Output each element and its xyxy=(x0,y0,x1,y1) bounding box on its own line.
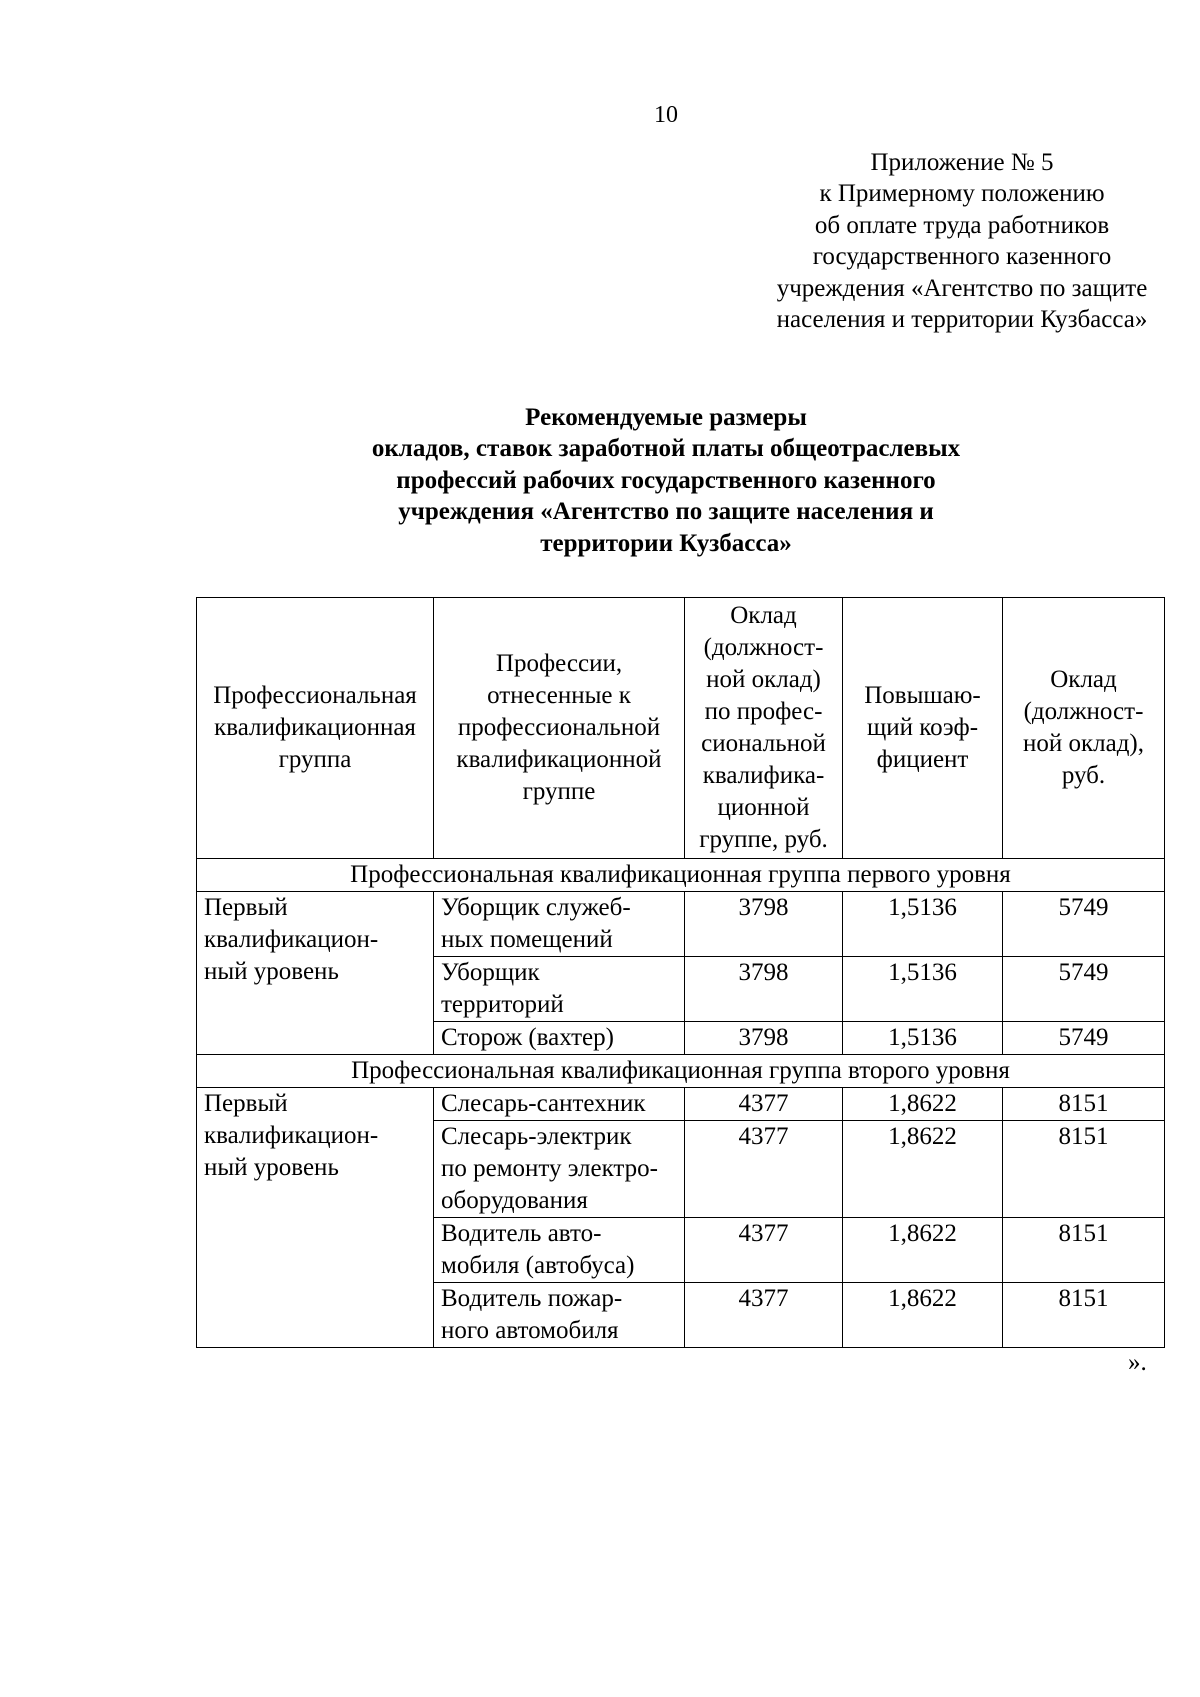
section-title: Профессиональная квалификационная группа второго уровня xyxy=(197,1055,1165,1088)
profession-cell xyxy=(434,1218,685,1283)
header-line: по профес- xyxy=(704,698,823,725)
profession-line: мобиля (автобуса) xyxy=(441,1252,635,1279)
title-line: окладов, ставок заработной платы общеотраслевых xyxy=(371,435,961,463)
page-number: 10 xyxy=(654,102,678,128)
group-line: квалификацион- xyxy=(204,926,379,953)
header-cell-coefficient xyxy=(843,598,1003,859)
title-line: территории Кузбасса» xyxy=(540,529,792,557)
base-salary-cell: 3798 xyxy=(685,1022,843,1055)
header-line: квалификационной xyxy=(456,746,662,773)
salary-cell: 5749 xyxy=(1003,892,1165,957)
title-line: учреждения «Агентство по защите населения и xyxy=(398,498,934,526)
salary-cell: 8151 xyxy=(1003,1121,1165,1218)
profession-cell xyxy=(434,1022,685,1055)
header-line: ной оклад), xyxy=(1022,730,1145,757)
appendix-line: об оплате труда работников xyxy=(814,211,1110,239)
profession-line: территорий xyxy=(441,991,564,1018)
section-row xyxy=(197,1055,1165,1088)
profession-cell xyxy=(434,1121,685,1218)
profession-line: Уборщик служеб- xyxy=(441,894,631,921)
appendix-line: Приложение № 5 xyxy=(870,149,1054,176)
appendix-line: населения и территории Кузбасса» xyxy=(776,306,1148,334)
header-line: профессиональной xyxy=(457,714,661,741)
profession-line: оборудования xyxy=(441,1187,588,1214)
profession-cell xyxy=(434,1283,685,1348)
group-line: Первый xyxy=(204,894,288,921)
appendix-line: учреждения «Агентство по защите xyxy=(776,274,1148,302)
header-line: щий коэф- xyxy=(866,714,979,741)
profession-line: Водитель авто- xyxy=(441,1220,602,1247)
header-line: фициент xyxy=(876,746,969,773)
coefficient-cell: 1,5136 xyxy=(843,957,1003,1022)
group-line: квалификацион- xyxy=(204,1122,379,1149)
coefficient-cell: 1,8622 xyxy=(843,1218,1003,1283)
salary-cell: 8151 xyxy=(1003,1218,1165,1283)
base-salary-cell: 4377 xyxy=(685,1121,843,1218)
table-header-row xyxy=(197,598,1165,859)
profession-line: ного автомобиля xyxy=(441,1317,619,1344)
header-line: Оклад xyxy=(730,602,797,629)
header-line: (должност- xyxy=(1023,698,1144,725)
header-cell-professions xyxy=(434,598,685,859)
header-cell-salary xyxy=(1003,598,1165,859)
salary-cell: 8151 xyxy=(1003,1088,1165,1121)
coefficient-cell: 1,5136 xyxy=(843,892,1003,957)
appendix-line: к Примерному положению xyxy=(819,180,1105,208)
salary-cell: 8151 xyxy=(1003,1283,1165,1348)
salary-cell: 5749 xyxy=(1003,957,1165,1022)
header-line: руб. xyxy=(1061,762,1106,789)
header-line: Профессиональная xyxy=(213,682,417,709)
salary-table xyxy=(196,597,1165,1348)
header-line: отнесенные к xyxy=(487,682,631,709)
section-row xyxy=(197,859,1165,892)
header-line: квалифика- xyxy=(702,762,825,789)
base-salary-cell: 3798 xyxy=(685,957,843,1022)
header-line: ной оклад) xyxy=(706,666,821,693)
header-line: ционной xyxy=(717,794,810,821)
coefficient-cell: 1,5136 xyxy=(843,1022,1003,1055)
header-cell-base-salary xyxy=(685,598,843,859)
header-line: Повышаю- xyxy=(864,682,981,709)
profession-line: по ремонту электро- xyxy=(441,1155,658,1182)
title-line: профессий рабочих государственного казенного xyxy=(396,466,936,494)
header-line: (должност- xyxy=(703,634,824,661)
header-line: Оклад xyxy=(1050,666,1117,693)
header-line: группа xyxy=(278,746,352,773)
table-row xyxy=(197,1088,1165,1121)
section-title: Профессиональная квалификационная группа первого уровня xyxy=(197,859,1165,892)
profession-line: Слесарь-электрик xyxy=(441,1123,632,1150)
base-salary-cell: 4377 xyxy=(685,1283,843,1348)
coefficient-cell: 1,8622 xyxy=(843,1121,1003,1218)
salary-cell: 5749 xyxy=(1003,1022,1165,1055)
profession-line: ных помещений xyxy=(441,926,613,953)
group-line: ный уровень xyxy=(204,958,339,985)
profession-cell xyxy=(434,957,685,1022)
closing-quote-mark: ». xyxy=(1128,1349,1147,1376)
appendix-line: государственного казенного xyxy=(812,243,1112,271)
document-title xyxy=(0,402,1200,559)
group-line: ный уровень xyxy=(204,1154,339,1181)
profession-line: Водитель пожар- xyxy=(441,1285,623,1312)
header-line: квалификационная xyxy=(214,714,416,741)
coefficient-cell: 1,8622 xyxy=(843,1283,1003,1348)
header-cell-group xyxy=(197,598,434,859)
appendix-heading xyxy=(720,147,1200,335)
base-salary-cell: 4377 xyxy=(685,1088,843,1121)
base-salary-cell: 4377 xyxy=(685,1218,843,1283)
header-line: группе, руб. xyxy=(699,826,828,853)
group-line: Первый xyxy=(204,1090,288,1117)
profession-line: Сторож (вахтер) xyxy=(441,1024,614,1051)
profession-cell xyxy=(434,1088,685,1121)
table-row xyxy=(197,892,1165,957)
profession-line: Уборщик xyxy=(441,959,540,986)
header-line: группе xyxy=(522,778,596,805)
header-line: сиональной xyxy=(701,730,826,757)
profession-cell xyxy=(434,892,685,957)
coefficient-cell: 1,8622 xyxy=(843,1088,1003,1121)
header-line: Профессии, xyxy=(495,650,623,677)
title-line: Рекомендуемые размеры xyxy=(525,404,807,431)
qualification-level-cell xyxy=(197,1088,434,1348)
base-salary-cell: 3798 xyxy=(685,892,843,957)
qualification-level-cell xyxy=(197,892,434,1055)
profession-line: Слесарь-сантехник xyxy=(441,1090,646,1117)
